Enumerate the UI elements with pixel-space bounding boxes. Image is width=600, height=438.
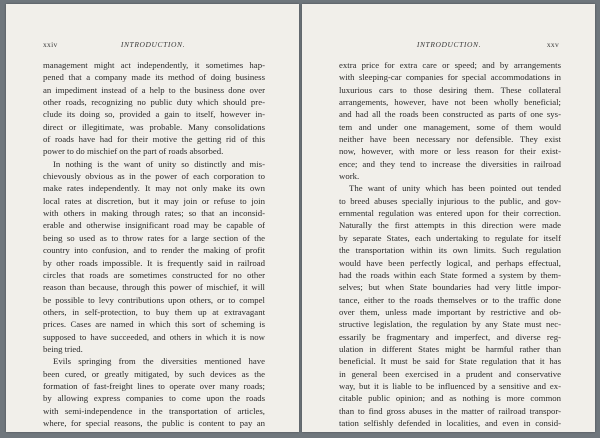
text-line: with sleeping-car companies for special accommodations in [339,72,561,83]
text-line: power to do mischief on the part of roads absorbed. [43,146,224,157]
text-line: ence; and they tend to increase the diversities in railroad [339,158,561,169]
text-line: by allowing express companies to come upon the roads [43,393,265,404]
text-line: to breed abuses specially injurious to the public, and gov- [339,195,561,206]
text-line: extra price for extra care or speed; and by arrangements [339,60,561,70]
text-line: of roads have had for their motive the getting rid of this [43,134,265,145]
text-line: would have been perfectly logical, and perhaps effectual, [339,257,561,268]
text-line: selves; but when State boundaries had very little impor- [339,282,561,293]
text-line: clude its doing so, provided a gain to itself, however in- [43,109,265,120]
text-line: reason than because, through this power of mischief, it will [43,282,265,293]
text-line: an impediment instead of a help to the business done over [43,84,265,95]
text-line: luxurious cars to those desiring them. These collateral [339,84,561,95]
text-line: direct or illegitimate, was probable. Many consolidations [43,121,265,132]
text-line: by other roads impossible. It is frequently said in railroad [43,257,265,268]
left-page [6,4,299,432]
text-line: structive legislation, the regulation by any State must nec- [339,319,561,330]
text-line: work. [339,171,360,182]
text-line: beneficial. It must be said for State regulation that it has [339,356,561,367]
right-page-body [339,59,561,429]
right-page [302,4,595,432]
text-line: where, for special reasons, the public is content to pay an [43,417,265,428]
text-line: being tried. [43,343,83,354]
page-number: xxiv [43,40,58,49]
text-line: tem and under one management, some of them would [339,121,561,132]
text-line: pened that a company made its method of doing business [43,72,265,83]
text-line: with semi-independence in the transportation of articles, [43,405,265,416]
text-line: over them, unless made important by restrictive and ob- [339,306,561,317]
text-line: In nothing is the want of unity so distinctly and mis- [53,158,265,169]
text-line: by separate States, each undertaking to regulate for itself [339,232,561,243]
text-line: tance, either to the roads themselves or to the traffic done [339,294,561,305]
text-line: erable and otherwise insignificant road may be capable of [43,220,265,231]
text-line: country into confusion, and to render the making of profit [43,245,265,256]
text-line: now, however, with more or less reason for their exist- [339,146,561,157]
text-line: others, in self-protection, to buy them up at extravagant [43,306,265,317]
text-line: the transportation within its own limits. Such regulation [339,245,561,256]
text-line: in general been exercised in a prudent and conservative [339,368,561,379]
left-page-body [43,59,265,429]
text-line: way, but it is liable to be influenced by a sensitive and ex- [339,380,561,391]
text-line: being so used as to throw rates for a large section of the [43,232,265,243]
text-line: prices. Cases are named in which this sort of scheming is [43,319,265,330]
text-line: be possible to levy contributions upon others, or to compel [43,294,265,305]
running-head: INTRODUCTION. [120,40,186,49]
text-line: and had all the roads been constructed as parts of one sys- [339,109,561,120]
text-line: citable public opinion; and as nothing is more common [339,393,561,404]
text-line: Naturally the first attempts in this direction were made [339,220,561,231]
text-line: make rates independently. It may not only make its own [43,183,265,194]
text-line: supposed to have succeeded, and others in which it is now [43,331,265,342]
text-line: formation of fast-freight lines to operate over many roads; [43,380,265,391]
text-line: ulation in different States might be harmful rather than [339,343,561,354]
text-line: chievously obvious as in the power of each corporation to [43,171,265,182]
text-line: The want of unity which has been pointed out tended [349,183,561,194]
text-line: essarily be fragmentary and imperfect, and diverse reg- [339,331,561,342]
text-line: had the roads within each State formed a system by them- [339,269,561,280]
text-line: other roads, recognizing no public duty which should pre- [43,97,265,108]
text-line: neither have been necessary nor defensible. They exist [339,134,561,145]
text-line: ernmental regulation was entered upon for their correction. [339,208,561,219]
text-line: than to find gross abuses in the matter of railroad transpor- [339,405,561,416]
text-line: arrangements, however, have not been wholly beneficial; [339,97,561,108]
text-line: tation selfishly defended in localities, and even in consid- [339,417,561,428]
text-line: with others in making through rates; so that an inconsid- [43,208,265,219]
text-line: management might act independently, it sometimes hap- [43,60,265,70]
text-line: been cured, or greatly mitigated, by such devices as the [43,368,265,379]
text-line: Evils springing from the diversities mentioned have [53,356,265,367]
running-head: INTRODUCTION. [416,40,482,49]
page-number: xxv [546,40,559,49]
text-line: local rates at discretion, but it may join or refuse to join [43,195,265,206]
text-line: circles that roads are sometimes constructed for no other [43,269,265,280]
